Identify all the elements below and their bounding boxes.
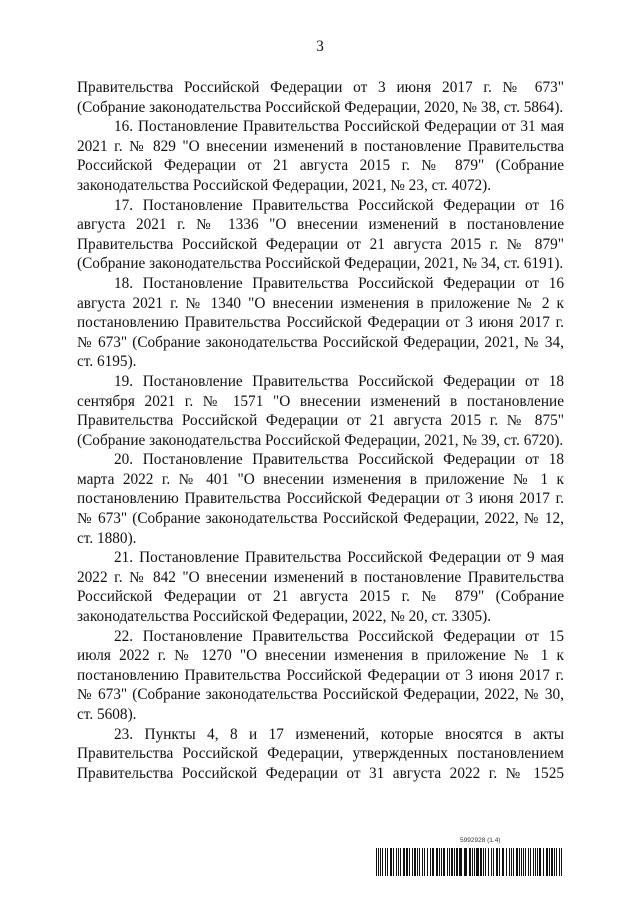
paragraph-item-23: 23. Пункты 4, 8 и 17 изменений, которые вносятся в акты Правительства Российской Федерации, утвержденных постановлением Правительства Российской Федерации от 31 августа 2022 г. № 1525: [77, 725, 564, 782]
paragraph-item-22: 22. Постановление Правительства Российской Федерации от 15 июля 2022 г. № 1270 "О внесении изменения в приложение № 1 к постановлению Правительства Российской Федерации от 3 июня 2017 г. № 673" (Собрание законодательства Российской Федерации, 2022, № 30, ст. 5608).: [77, 627, 564, 723]
page-number: 3: [316, 38, 324, 55]
paragraph-item-18: 18. Постановление Правительства Российской Федерации от 16 августа 2021 г. № 1340 "О внесении изменения в приложение № 2 к постановлению Правительства Российской Федерации от 3 июня 2017 г. № 673" (Собрание законодательства Российской Федерации, 2021, № 34, ст. 6195).: [77, 274, 564, 371]
paragraph-item-20: 20. Постановление Правительства Российской Федерации от 18 марта 2022 г. № 401 "О внесении изменения в приложение № 1 к постановлению Правительства Российской Федерации от 3 июня 2017 г. № 673" (Собрание законодательства Российской Федерации, 2022, № 12, ст. 1880).: [77, 451, 564, 547]
paragraph-item-16: 16. Постановление Правительства Российской Федерации от 31 мая 2021 г. № 829 "О внесении изменений в постановление Правительства Российской Федерации от 21 августа 2015 г. № 879" (Собрание законодательства Российской Федерации, 2021, № 23, ст. 4072).: [77, 118, 564, 194]
paragraph-item-21: 21. Постановление Правительства Российской Федерации от 9 мая 2022 г. № 842 "О внесении изменений в постановление Правительства Российской Федерации от 21 августа 2015 г. № 879" (Собрание законодательства Российской Федерации, 2022, № 20, ст. 3305).: [77, 549, 564, 626]
document-body: [77, 78, 564, 783]
document-code: 5992928 (1.4): [460, 837, 501, 844]
paragraph-item-17: 17. Постановление Правительства Российской Федерации от 16 августа 2021 г. № 1336 "О внесении изменений в постановление Правительства Российской Федерации от 21 августа 2015 г. № 879" (Собрание законодательства Российской Федерации, 2021, № 34, ст. 6191).: [77, 196, 564, 273]
barcode-icon: [376, 848, 564, 876]
paragraph-item-19: 19. Постановление Правительства Российской Федерации от 18 сентября 2021 г. № 1571 "О внесении изменений в постановление Правительства Российской Федерации от 21 августа 2015 г. № 875" (Собрание законодательства Российской Федерации, 2021, № 39, ст. 6720).: [77, 372, 564, 449]
paragraph-continuation: Правительства Российской Федерации от 3 июня 2017 г. № 673" (Собрание законодательства Российской Федерации, 2020, № 38, ст. 5864).: [77, 79, 564, 116]
